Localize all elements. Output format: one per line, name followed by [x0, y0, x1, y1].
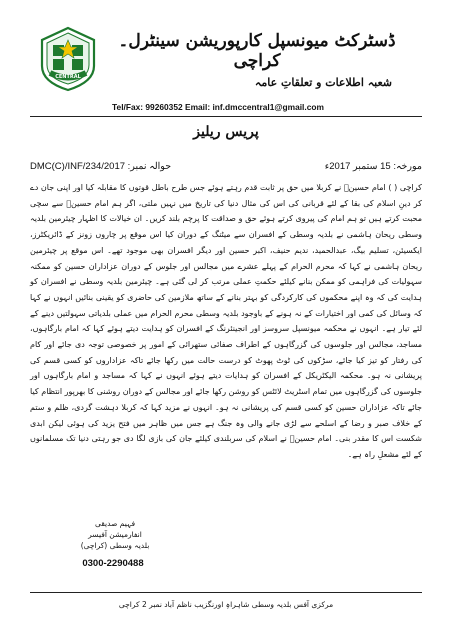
dmc-central-logo — [38, 26, 98, 92]
organization-title: ڈسٹرکٹ میونسپل کارپوریشن سینٹرل۔کراچی — [118, 31, 396, 71]
signatory-name: فہیم صدیقی — [94, 519, 136, 528]
release-date: مورخہ: 15 ستمبر 2017ء — [324, 161, 422, 172]
signatory-title: انفارمیشن آفیسر — [88, 530, 142, 539]
department-name: شعبہ اطلاعات و تعلقاتِ عامہ — [254, 76, 392, 89]
press-release-heading: پریس ریلیز — [193, 124, 259, 140]
press-release-body: کراچی ( ) امام حسینؓ نے کربلا میں حق پر ثابت قدم رہتے ہوئے جس طرح باطل قوتوں کا مقابلہ کیا اور اپنی جان دے کر دینِ اسلام کی بقا کے لئے قربانی کی اس کی مثال دنیا کی تاریخ میں نہیں ملتی، اگر ہم امام حسینؓ سے سچی محبت کرتے ہیں تو ہم امام کی پیروی کرتے ہوئے حق و صداقت کا پرچم بلند کریں۔ ان خیالات کا اظہار چیئرمین بلدیہ وسطی ریحان ہاشمی نے بلدیہ وسطی کے افسران سے میٹنگ کے دوران کیا اس موقع پر چاروں زونز کے ڈائریکٹرز، ایکسیئن، تسلیم بیگ، عبدالحمید، ندیم حنیف، اکبر حسین اور دیگر افسران بھی موجود تھے۔ اس موقع پر چیئرمین ریحان ہاشمی نے کہا کہ محرم الحرام کے پہلے عشرے میں مجالس اور جلوس کے دوران عزاداران حسین کو ممکنہ سہولیات کی فراہمی کو ممکن بنانے کیلئے حکمتِ عملی مرتب کر لی گئی ہے۔ چیئرمین بلدیہ وسطی نے افسران کو ہدایت کی کہ وہ اپنے محکموں کی کارکردگی کو بہتر بنانے کے ساتھ ملازمین کی حاضری کو یقینی بنائیں انہوں نے کہا کہ وسائل کی کمی اور اختیارات کے نہ ہونے کے باوجود بلدیہ وسطی محرم الحرام میں عملی بلدیاتی سہولتیں دینے کے لئے تیار ہے۔ انہوں نے محکمہ میونسپل سروسز اور انجینئرنگ کے افسران کو ہدایت دیتے ہوئے کہا کہ امام بارگاہوں، مساجد، مجالس اور جلوسوں کی گزرگاہوں کے اطراف صفائی ستھرائی کے امور پر خصوصی توجہ دی جائے اور کام کی رفتار کو تیز کیا جائے، سڑکوں کی ٹوٹ پھوٹ کو درست حالت میں رکھا جائے تاکہ عزاداروں کو کسی قسم کی پریشانی نہ ہو۔ محکمہ الیکٹریکل کے افسران کو ہدایات دیتے ہوئے انہوں نے کہا کہ مساجد و امام بارگاہوں اور جلوسوں کی گزرگاہوں میں تمام اسٹریٹ لائٹس کو روشن رکھا جائے اور مجالس کے دوران روشنی کا بھرپور انتظام کیا جائے تاکہ عزاداران حسین کو کسی قسم کی پریشانی نہ ہو۔ انہوں نے مزید کہا کہ کربلا دہشت گردی، ظلم و ستم کے خلاف صبر و رضا کے اسلحے سے لڑی جانے والی وہ جنگ ہے جس میں ظاہر میں فتح یزید کی ہوئی لیکن ابدی شکست اس کا مقدر بنی۔ امام حسینؓ نے اسلام کی سربلندی کیلئے جان کی بازی لگا دی جو رہتی دنیا تک مسلمانوں کے لئے مشعلِ راہ ہے۔ — [30, 183, 422, 459]
reference-row — [30, 161, 422, 175]
logo-text: CENTRAL — [55, 74, 81, 80]
footer-address: مرکزی آفس بلدیہ وسطی شاہراہِ اورنگزیب ناظم آباد نمبر 2 کراچی — [118, 600, 334, 609]
signatory-office: بلدیہ وسطی (کراچی) — [80, 541, 150, 550]
footer-divider — [30, 592, 422, 593]
signature-block — [60, 518, 170, 551]
signatory-phone: 0300-2290488 — [82, 558, 144, 569]
contact-line: Tel/Fax: 99260352 Email: inf.dmccentral1@gmail.com — [112, 102, 324, 112]
header-divider — [30, 116, 422, 117]
reference-number: حوالہ نمبر: DMC(C)/INF/234/2017 — [30, 161, 172, 172]
